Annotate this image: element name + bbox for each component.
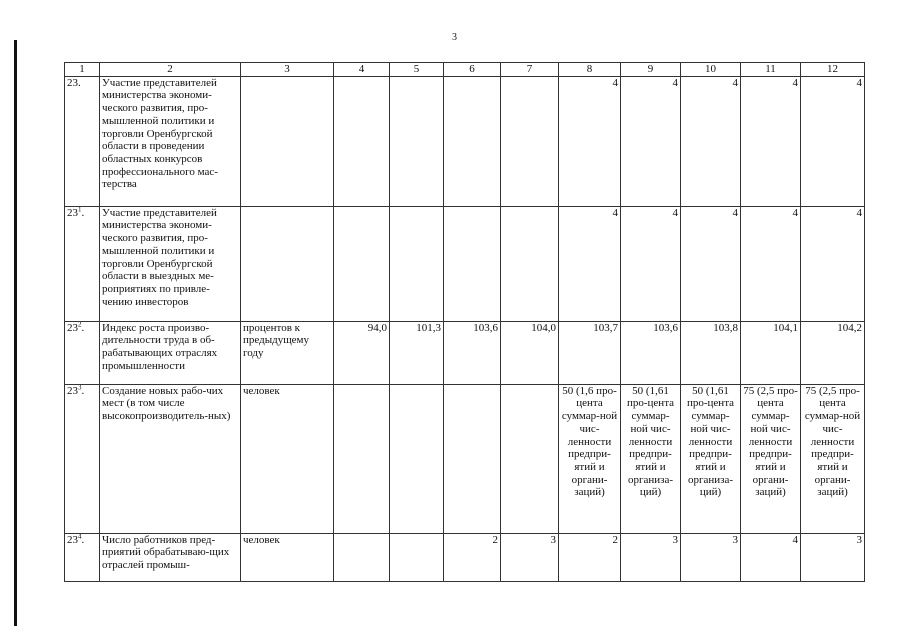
scan-edge-bar <box>14 40 17 626</box>
value-cell <box>501 384 559 533</box>
value-cell: 75 (2,5 про-цента суммар-ной чис-ленности предпри-ятий и органи-заций) <box>741 384 801 533</box>
table-row <box>65 206 865 321</box>
header-cell: 12 <box>801 63 865 77</box>
value-cell: 103,6 <box>444 321 501 384</box>
header-cell: 3 <box>241 63 334 77</box>
value-cell: 3 <box>501 533 559 581</box>
unit: человек <box>241 384 334 533</box>
header-row <box>65 63 865 77</box>
value-cell: 104,1 <box>741 321 801 384</box>
value-cell <box>390 533 444 581</box>
unit <box>241 206 334 321</box>
header-cell: 8 <box>559 63 621 77</box>
indicator-name: Участие представителей министерства экономи-ческого развития, про-мышленной политики и торговли Оренбургской области в выездных ме-роприятиях по привле-чению инвесторов <box>100 206 241 321</box>
value-cell: 50 (1,61 про-цента суммар-ной чис-ленности предпри-ятий и организа-ций) <box>681 384 741 533</box>
value-cell <box>390 384 444 533</box>
header-cell: 10 <box>681 63 741 77</box>
value-cell <box>334 533 390 581</box>
value-cell: 3 <box>801 533 865 581</box>
table-row <box>65 384 865 533</box>
value-cell <box>444 76 501 206</box>
table-row <box>65 321 865 384</box>
value-cell <box>501 206 559 321</box>
value-cell: 4 <box>741 533 801 581</box>
header-cell: 9 <box>621 63 681 77</box>
value-cell <box>334 206 390 321</box>
header-cell: 11 <box>741 63 801 77</box>
value-cell: 3 <box>681 533 741 581</box>
row-number: 23. <box>65 76 100 206</box>
value-cell: 4 <box>681 76 741 206</box>
value-cell: 4 <box>681 206 741 321</box>
indicator-name: Создание новых рабо-чих мест (в том числе высокопроизводитель-ных) <box>100 384 241 533</box>
header-cell: 4 <box>334 63 390 77</box>
table-row <box>65 533 865 581</box>
value-cell: 3 <box>621 533 681 581</box>
value-cell <box>444 206 501 321</box>
header-cell: 1 <box>65 63 100 77</box>
value-cell: 103,8 <box>681 321 741 384</box>
unit <box>241 76 334 206</box>
value-cell: 4 <box>741 76 801 206</box>
value-cell: 4 <box>801 76 865 206</box>
value-cell: 2 <box>559 533 621 581</box>
indicator-name: Число работников пред-приятий обрабатываю-щих отраслей промыш- <box>100 533 241 581</box>
value-cell: 50 (1,61 про-цента суммар-ной чис-ленности предпри-ятий и организа-ций) <box>621 384 681 533</box>
header-cell: 5 <box>390 63 444 77</box>
page-number: 3 <box>452 32 457 43</box>
value-cell: 4 <box>801 206 865 321</box>
value-cell <box>501 76 559 206</box>
value-cell: 101,3 <box>390 321 444 384</box>
header-cell: 2 <box>100 63 241 77</box>
value-cell: 103,7 <box>559 321 621 384</box>
value-cell <box>390 76 444 206</box>
indicator-name: Индекс роста произво-дительности труда в об-рабатывающих отраслях промышленности <box>100 321 241 384</box>
value-cell <box>334 76 390 206</box>
value-cell: 75 (2,5 про-цента суммар-ной чис-ленности предпри-ятий и органи-заций) <box>801 384 865 533</box>
value-cell: 4 <box>621 206 681 321</box>
value-cell: 94,0 <box>334 321 390 384</box>
value-cell: 4 <box>559 206 621 321</box>
table-row <box>65 76 865 206</box>
unit: процентов к предыдущему году <box>241 321 334 384</box>
value-cell: 2 <box>444 533 501 581</box>
row-number: $23^4$. <box>65 533 100 581</box>
value-cell <box>444 384 501 533</box>
value-cell <box>334 384 390 533</box>
value-cell: 104,2 <box>801 321 865 384</box>
header-cell: 7 <box>501 63 559 77</box>
value-cell: 103,6 <box>621 321 681 384</box>
value-cell: 4 <box>741 206 801 321</box>
row-number: $23^3$. <box>65 384 100 533</box>
value-cell: 4 <box>621 76 681 206</box>
value-cell: 4 <box>559 76 621 206</box>
unit: человек <box>241 533 334 581</box>
header-cell: 6 <box>444 63 501 77</box>
row-number: $23^1$. <box>65 206 100 321</box>
value-cell: 50 (1,6 про-цента суммар-ной чис-ленности предпри-ятий и органи-заций) <box>559 384 621 533</box>
indicator-name: Участие представителей министерства экономи-ческого развития, про-мышленной политики и торговли Оренбургской области в проведении областных конкурсов профессионального мас-терства <box>100 76 241 206</box>
value-cell: 104,0 <box>501 321 559 384</box>
indicators-table <box>64 62 865 582</box>
row-number: $23^2$. <box>65 321 100 384</box>
value-cell <box>390 206 444 321</box>
